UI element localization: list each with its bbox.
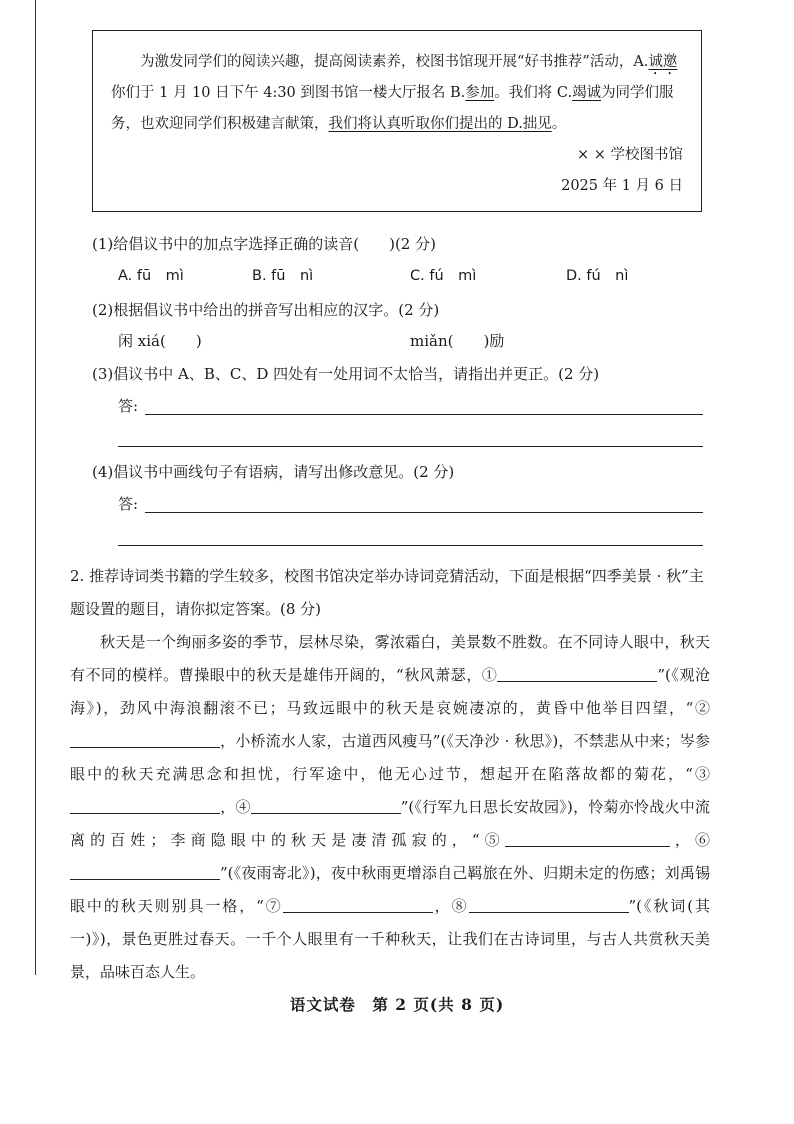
pinyin-item-mian: miǎn( )励 [410, 332, 505, 350]
q2-passage [70, 626, 710, 989]
notice-text: 你们于 1 月 10 日下午 4:30 到图书馆一楼大厅报名 B. [111, 85, 466, 101]
blank-marker-6: ⑥ [694, 831, 710, 849]
answer-line[interactable] [145, 414, 703, 415]
passage-text: 秋天是一个绚丽多姿的季节，层林尽染，雾浓霜白，美景数不胜数。在不同诗人眼中，秋天有不同的模样。曹操眼中的秋天是雄伟开阔的，“秋风萧瑟， [70, 633, 710, 684]
notice-box [92, 30, 702, 212]
passage-text: ”(《行军九日思长安故园》)，怜菊亦怜战火中流离的百姓；李商隐眼中的秋天是凄清孤寂的，“ [70, 798, 710, 849]
notice-dotted-char: 诚 [648, 54, 663, 70]
q1-part2-prompt: (2)根据倡议书中给出的拼音写出相应的汉字。(2 分) [92, 301, 440, 319]
answer-line[interactable] [145, 512, 703, 513]
notice-underlined-word: 拙见 [522, 116, 552, 132]
blank-3[interactable] [70, 795, 220, 814]
passage-text: ， [432, 897, 452, 915]
notice-date: 2025 年 1 月 6 日 [561, 178, 683, 194]
blank-marker-4: ④ [235, 798, 251, 816]
question-2 [70, 560, 710, 989]
blank-8[interactable] [469, 894, 629, 913]
passage-text: ”(《秋词(其一)》)，景色更胜过春天。一千个人眼里有一千种秋天，让我们在古诗词里，与古人共赏秋天美景，品味百态人生。 [70, 897, 710, 981]
blank-marker-7: ⑦ [263, 897, 283, 915]
passage-text: ， [669, 831, 695, 849]
blank-marker-2: ② [693, 699, 710, 717]
option-b: B. fū nì [252, 268, 314, 284]
pinyin-item-xia: 闲 xiá( ) [118, 332, 202, 350]
blank-4[interactable] [251, 795, 401, 814]
notice-dotted-char: 邀 [662, 54, 678, 70]
notice-text: 为激发同学们的阅读兴趣，提高阅读素养，校图书馆现开展“好书推荐”活动，A. [140, 54, 649, 70]
page-footer: 语文试卷 第 2 页(共 8 页) [289, 995, 505, 1014]
notice-text: 为同学们服务，也欢迎同学们积极建言献策， [111, 85, 674, 132]
notice-underlined-word: 竭诚 [572, 85, 602, 101]
blank-2[interactable] [70, 729, 220, 748]
answer-line[interactable] [118, 446, 703, 447]
option-d: D. fú nì [566, 268, 629, 284]
blank-5[interactable] [505, 828, 670, 847]
passage-text: ， [220, 798, 236, 816]
blank-marker-8: ⑧ [451, 897, 469, 915]
q2-heading: 2. 推荐诗词类书籍的学生较多，校图书馆决定举办诗词竞猜活动，下面是根据“四季美景 · 秋”主题设置的题目，请你拟定答案。(8 分) [70, 567, 704, 618]
passage-text: ”(《夜雨寄北》)，夜中秋雨更增添自己羁旅在外、归期未定的伤感；刘禹锡眼中的秋天则别具一格，“ [70, 864, 710, 915]
blank-7[interactable] [283, 894, 433, 913]
blank-6[interactable] [70, 861, 220, 880]
notice-underlined-word: 参加 [465, 85, 495, 101]
blank-marker-5: ⑤ [479, 831, 505, 849]
blank-1[interactable] [497, 663, 657, 682]
answer-label: 答: [118, 397, 139, 415]
passage-text: ”(《观沧海》)，劲风中海浪翻滚不已；马致远眼中的秋天是哀婉凄凉的，黄昏中他举目四望，“ [70, 666, 710, 717]
notice-paragraph [111, 47, 683, 140]
notice-text: 。我们将 C. [494, 85, 573, 101]
answer-line[interactable] [118, 545, 703, 546]
option-c: C. fú mì [410, 268, 477, 284]
q1-part4-prompt: (4)倡议书中画线句子有语病，请写出修改意见。(2 分) [92, 463, 455, 481]
passage-text: ，小桥流水人家，古道西风瘦马”(《天净沙 · 秋思》)，不禁悲从中来；岑参眼中的秋天充满思念和担忧，行军途中，他无心过节，想起开在陷落故都的菊花，“ [70, 732, 710, 783]
blank-marker-1: ① [481, 666, 498, 684]
q1-part1-prompt: (1)给倡议书中的加点字选择正确的读音( )(2 分) [92, 235, 436, 253]
answer-label: 答: [118, 495, 139, 513]
binding-margin-line [35, 0, 36, 975]
notice-signature: × × 学校图书馆 [576, 147, 683, 163]
q1-part3-prompt: (3)倡议书中 A、B、C、D 四处有一处用词不太恰当，请指出并更正。(2 分) [92, 365, 600, 383]
blank-marker-3: ③ [692, 765, 710, 783]
notice-underlined-sentence: 我们将认真听取你们提出的 D. [328, 116, 523, 132]
notice-text: 。 [551, 116, 567, 132]
option-a: A. fū mì [118, 268, 184, 284]
